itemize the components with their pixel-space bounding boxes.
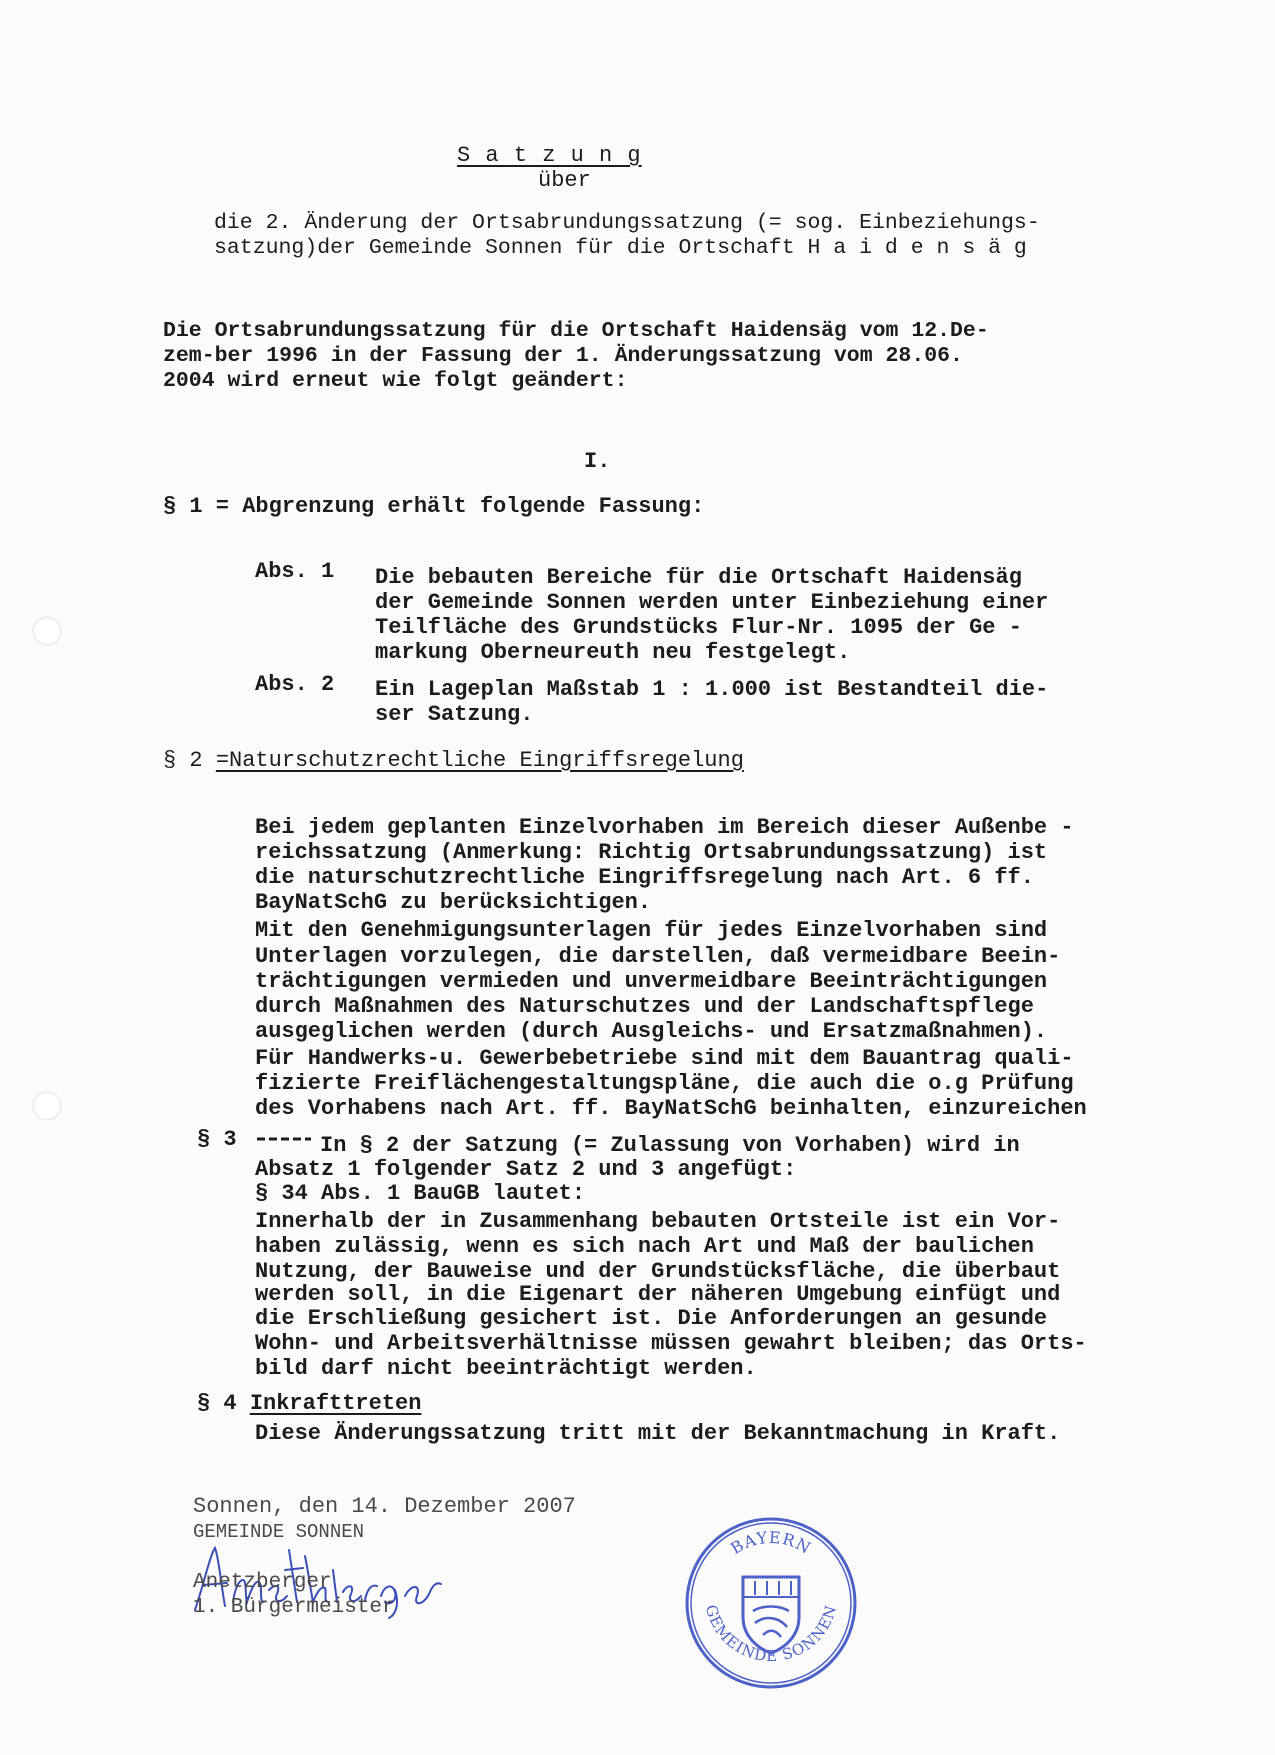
s2-line-5: Mit den Genehmigungsunterlagen für jedes Einzelvorhaben sind [255,918,1048,943]
strikeout-mark [255,1133,315,1145]
intro-line-1: Die Ortsabrundungssatzung für die Ortschaft Haidensäg vom 12.De- [163,319,989,343]
closing-org: GEMEINDE SONNEN [193,1521,365,1543]
s2-line-7: trächtigungen vermieden und unvermeidbare Beeinträchtigungen [255,969,1048,994]
s2-line-9: ausgeglichen werden (durch Ausgleichs- und Ersatzmaßnahmen). [255,1019,1048,1044]
s3-line-5: haben zulässig, wenn es sich nach Art und Maß der baulichen [255,1234,1034,1259]
s2-line-4: BayNatSchG zu berücksichtigen. [255,890,652,915]
s2-line-2: reichssatzung (Anmerkung: Richtig Ortsabrundungssatzung) ist [255,840,1048,865]
s1-abs1-line-1: Die bebauten Bereiche für die Ortschaft Haidensäg [375,565,1022,590]
section-4-title: Inkrafttreten [249,1391,422,1416]
s1-abs1-line-2: der Gemeinde Sonnen werden unter Einbeziehung einer [375,590,1049,615]
s3-line-10: bild darf nicht beeinträchtigt werden. [255,1356,757,1381]
s1-abs2-line-1: Ein Lageplan Maßstab 1 : 1.000 ist Bestandteil die- [375,677,1049,702]
title-sub: über [538,168,591,193]
s1-abs1-line-4: markung Oberneureuth neu festgelegt. [375,640,851,665]
intro-line-2: zem-ber 1996 in der Fassung der 1. Änderungssatzung vom 28.06. [163,344,963,368]
s1-abs2-label: Abs. 2 [255,672,335,697]
svg-text:GEMEINDE SONNEN [702,1603,840,1665]
s2-line-3: die naturschutzrechtliche Eingriffsregelung nach Art. 6 ff. [255,865,1034,890]
s2-line-12: des Vorhabens nach Art. ff. BayNatSchG beinhalten, einzureichen [255,1096,1087,1121]
s3-line-8: die Erschließung gesichert ist. Die Anforderungen an gesunde [255,1306,1048,1331]
s2-line-10: Für Handwerks-u. Gewerbebetriebe sind mit dem Bauantrag quali- [255,1046,1074,1071]
s2-line-8: durch Maßnahmen des Naturschutzes und der Landschaftspflege [255,994,1034,1019]
punch-hole-top [34,618,60,644]
intro-line-3: 2004 wird erneut wie folgt geändert: [163,369,628,393]
s2-line-11: fizierte Freiflächengestaltungspläne, die auch die o.g Prüfung [255,1071,1074,1096]
official-seal-stamp [683,1515,859,1691]
s1-abs1-line-3: Teilfläche des Grundstücks Flur-Nr. 1095 der Ge - [375,615,1022,640]
s3-line-3: § 34 Abs. 1 BauGB lautet: [255,1181,586,1206]
s1-abs2-line-2: ser Satzung. [375,702,534,727]
section-roman: I. [584,449,611,474]
closing-name: Anetzberger [193,1571,332,1594]
seal-bottom-text: GEMEINDE SONNEN [701,1602,841,1666]
s3-line-9: Wohn- und Arbeitsverhältnisse müssen gewahrt bleiben; das Orts- [255,1331,1087,1356]
punch-hole-bottom [34,1093,60,1119]
title-line-2: satzung)der Gemeinde Sonnen für die Ortschaft H a i d e n s ä g [214,236,1027,260]
section-2-title: =Naturschutzrechtliche Eingriffsregelung [215,748,744,773]
closing-role: 1. Bürgermeister [193,1596,395,1619]
title-heading: S a t z u n g [457,143,642,168]
section-3-label: § 3 [197,1127,237,1152]
s3-line-6: Nutzung, der Bauweise und der Grundstücksfläche, die überbaut [255,1259,1061,1284]
section-2-number: § 2 [163,748,216,773]
title-line-1: die 2. Änderung der Ortsabrundungssatzung (= sog. Einbeziehungs- [214,211,1040,235]
s3-line-2: Absatz 1 folgender Satz 2 und 3 angefügt: [255,1157,797,1182]
s4-line: Diese Änderungssatzung tritt mit der Bekanntmachung in Kraft. [255,1421,1061,1446]
s3-line-4: Innerhalb der in Zusammenhang bebauten Ortsteile ist ein Vor- [255,1209,1061,1234]
s3-line-7: werden soll, in die Eigenart der näheren Umgebung einfügt und [255,1282,1061,1307]
section-4-heading [197,1391,421,1416]
s1-abs1-label: Abs. 1 [255,559,335,584]
closing-place-date: Sonnen, den 14. Dezember 2007 [193,1494,576,1519]
section-4-number: § 4 [197,1391,250,1416]
svg-text:BAYERN [727,1528,814,1558]
seal-top-text: BAYERN [727,1527,815,1559]
section-2-heading [163,748,744,773]
s3-line-1: In § 2 der Satzung (= Zulassung von Vorhaben) wird in [320,1133,1020,1158]
section-1-heading: § 1 = Abgrenzung erhält folgende Fassung: [163,494,705,519]
s2-line-6: Unterlagen vorzulegen, die darstellen, daß vermeidbare Beein- [255,944,1061,969]
s2-line-1: Bei jedem geplanten Einzelvorhaben im Bereich dieser Außenbe - [255,815,1074,840]
